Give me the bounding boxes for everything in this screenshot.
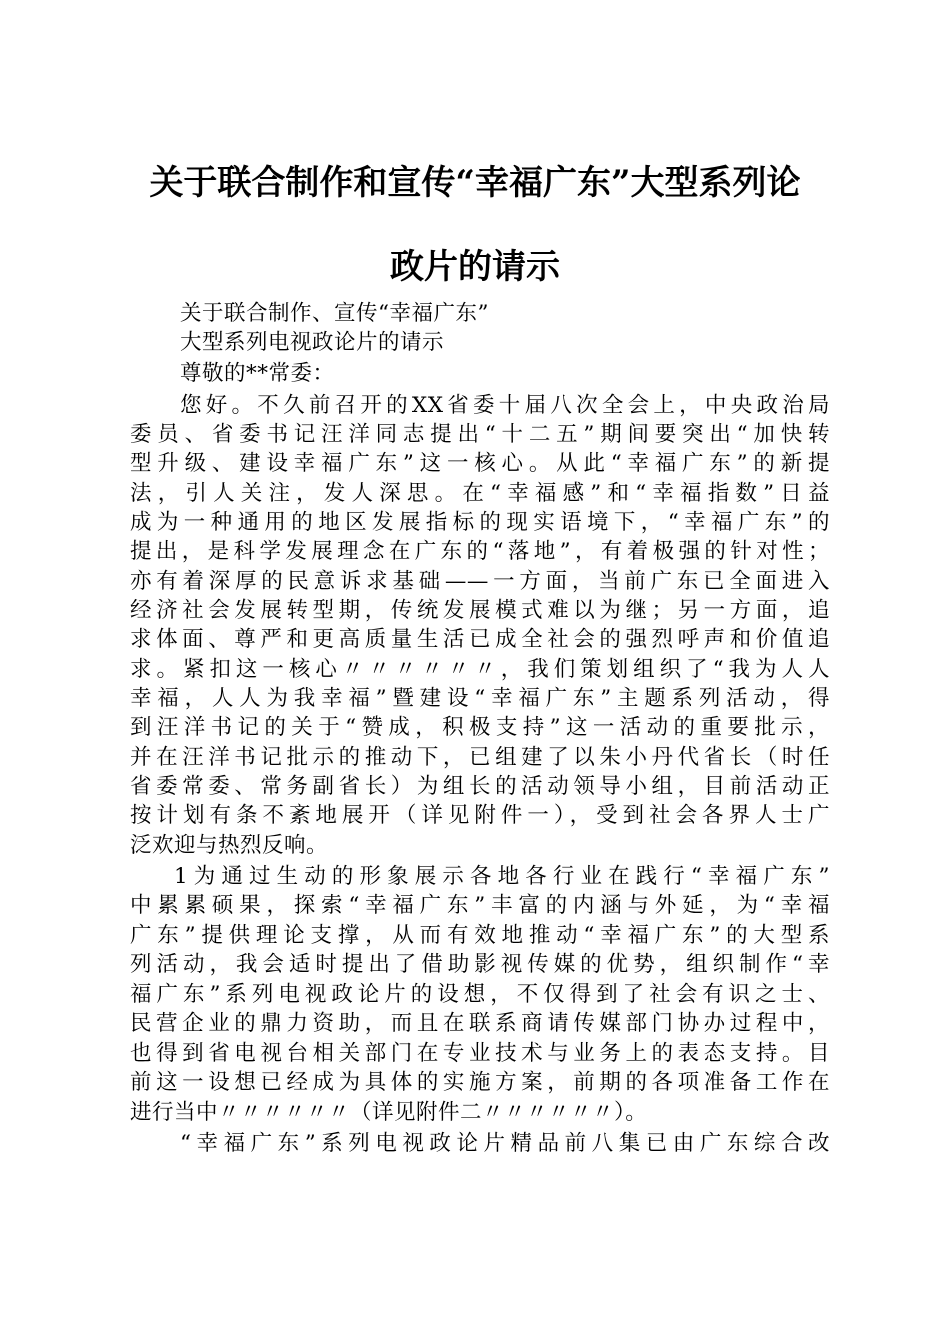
body-line: “幸福广东”系列电视政论片精品前八集已由广东综合改 bbox=[180, 1131, 830, 1156]
body-line: 到汪洋书记的关于“赞成，积极支持”这一活动的重要批示， bbox=[130, 715, 830, 740]
subject-line-2: 大型系列电视政论片的请示 bbox=[180, 330, 445, 355]
subject-line-1: 关于联合制作、宣传“幸福广东” bbox=[180, 301, 489, 326]
body-line: 福广东”系列电视政论片的设想，不仅得到了社会有识之士、 bbox=[130, 982, 830, 1007]
body-line: 亦有着深厚的民意诉求基础——一方面，当前广东已全面进入 bbox=[130, 569, 830, 594]
body-line: 进行当中〃〃〃〃〃〃（详见附件二〃〃〃〃〃〃）。 bbox=[130, 1100, 648, 1125]
body-line: 您好。不久前召开的XX省委十届八次全会上，中央政治局 bbox=[180, 393, 830, 418]
body-line: 经济社会发展转型期，传统发展模式难以为继；另一方面，追 bbox=[130, 598, 830, 623]
document-title-line-2: 政片的请示 bbox=[390, 247, 560, 287]
body-line: 委员、省委书记汪洋同志提出“十二五”期间要突出“加快转 bbox=[130, 422, 830, 447]
document-title-line-1: 关于联合制作和宣传“幸福广东”大型系列论 bbox=[149, 163, 801, 203]
body-line: 省委常委、常务副省长）为组长的活动领导小组，目前活动正 bbox=[130, 774, 830, 799]
body-line: 列活动，我会适时提出了借助影视传媒的优势，组织制作“幸 bbox=[130, 952, 830, 977]
body-line: 并在汪洋书记批示的推动下，已组建了以朱小丹代省长（时任 bbox=[130, 745, 830, 770]
salutation: 尊敬的**常委： bbox=[180, 361, 335, 386]
body-line: 成为一种通用的地区发展指标的现实语境下，“幸福广东”的 bbox=[130, 510, 830, 535]
body-line: 提出，是科学发展理念在广东的“落地”，有着极强的针对性； bbox=[130, 539, 830, 564]
body-line: 求体面、尊严和更高质量生活已成全社会的强烈呼声和价值追 bbox=[130, 627, 830, 652]
body-line: 中累累硕果，探索“幸福广东”丰富的内涵与外延，为“幸福 bbox=[130, 893, 830, 918]
body-line: 民营企业的鼎力资助，而且在联系商请传媒部门协办过程中， bbox=[130, 1011, 830, 1036]
body-line: 1为通过生动的形象展示各地各行业在践行“幸福广东” bbox=[174, 864, 830, 889]
body-line: 求。紧扣这一核心〃〃〃〃〃〃，我们策划组织了“我为人人 bbox=[130, 657, 830, 682]
body-line: 幸福，人人为我幸福”暨建设“幸福广东”主题系列活动，得 bbox=[130, 686, 830, 711]
body-line: 型升级、建设幸福广东”这一核心。从此“幸福广东”的新提 bbox=[130, 451, 830, 476]
body-line: 泛欢迎与热烈反响。 bbox=[130, 833, 329, 858]
body-line: 法，引人关注，发人深思。在“幸福感”和“幸福指数”日益 bbox=[130, 481, 830, 506]
body-line: 前这一设想已经成为具体的实施方案，前期的各项准备工作在 bbox=[130, 1070, 830, 1095]
body-line: 也得到省电视台相关部门在专业技术与业务上的表态支持。目 bbox=[130, 1041, 830, 1066]
body-line: 广东”提供理论支撑，从而有效地推动“幸福广东”的大型系 bbox=[130, 923, 830, 948]
body-line: 按计划有条不紊地展开（详见附件一），受到社会各界人士广 bbox=[130, 803, 830, 828]
